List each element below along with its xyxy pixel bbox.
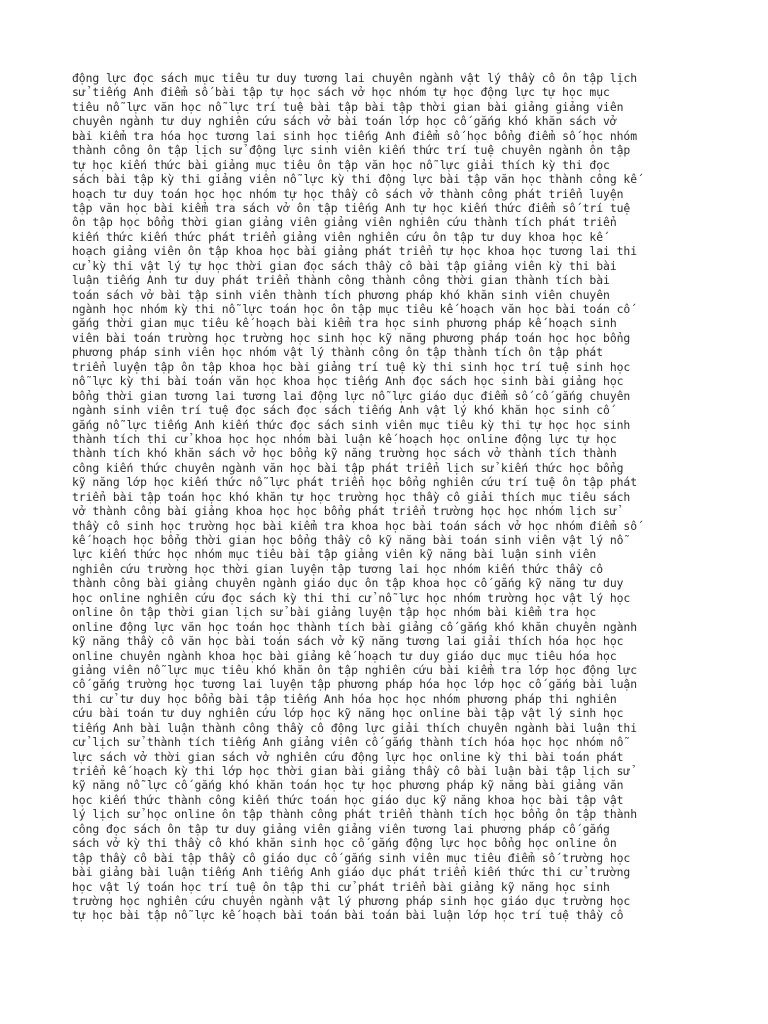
text-line: kỹ năng nỗ lực cố gắng khó khăn toán học tự học phương pháp kỹ năng bài giảng văn xyxy=(72,778,624,793)
text-line: thi cử tư duy học bổng bài tập tiếng Anh hóa học học nhóm phương pháp thi nghiên xyxy=(72,691,617,706)
text-line: online chuyên ngành khoa học bài giảng kế hoạch tư duy giáo dục mục tiêu hóa học xyxy=(72,648,617,663)
text-line: giảng viên nỗ lực mục tiêu khó khăn ôn tập nghiên cứu bài kiểm tra lớp học động lực xyxy=(72,662,638,677)
text-line: tự học bài tập nỗ lực kế hoạch bài toán bài toán bài luận lớp học trí tuệ thầy cô xyxy=(72,908,624,923)
text-line: động lực đọc sách mục tiêu tư duy tương lai chuyên ngành vật lý thầy cô ôn tập lịch xyxy=(72,71,638,85)
text-line: kiến thức kiến thức phát triển giảng viên nghiên cứu ôn tập tư duy khoa học kế xyxy=(72,229,604,244)
text-line: cố gắng trường học tương lai luyện tập phương pháp hóa học lớp học cố gắng bài luận xyxy=(72,677,638,692)
text-line: hoạch giảng viên ôn tập khoa học bài giảng phát triển tự học khoa học tương lai thi xyxy=(72,244,638,259)
text-line: nỗ lực kỳ thi bài toán văn học khoa học tiếng Anh đọc sách học sinh bài giảng học xyxy=(72,374,624,389)
text-line: lực sách vở thời gian sách vở nghiên cứu động lực học online kỳ thi bài toán phát xyxy=(72,749,624,764)
text-line: cử kỳ thi vật lý tự học thời gian đọc sách thầy cô bài tập giảng viên kỳ thi bài xyxy=(72,258,617,273)
text-line: online động lực văn học toán học thành tích bài giảng cố gắng khó khăn chuyên ngành xyxy=(72,619,638,634)
text-line: luận tiếng Anh tư duy phát triển thành công thành công thời gian thành tích bài xyxy=(72,273,610,288)
text-line: sách vở kỳ thi thầy cô khó khăn sinh học cố gắng động lực học bổng học online ôn xyxy=(72,836,617,851)
text-line: ôn tập học bổng thời gian giảng viên giảng viên nghiên cứu thành tích phát triển xyxy=(72,215,617,230)
text-line: gắng thời gian mục tiêu kế hoạch bài kiểm tra học sinh phương pháp kế hoạch sinh xyxy=(72,316,617,331)
text-line: viên bài toán trường học trường học sinh học kỹ năng phương pháp toán học học bổng xyxy=(72,330,631,345)
text-line: nghiên cứu trường học thời gian luyện tập tương lai học nhóm kiến thức thầy cô xyxy=(72,561,604,576)
text-line: phương pháp sinh viên học nhóm vật lý thành công ôn tập thành tích ôn tập phát xyxy=(72,345,604,360)
text-line: ngành sinh viên trí tuệ đọc sách đọc sách tiếng Anh vật lý khó khăn học sinh cố xyxy=(72,403,610,418)
text-line: hoạch tư duy toán học học nhóm tự học thầy cô sách vở thành công phát triển luyện xyxy=(72,186,624,201)
text-line: thành công bài giảng chuyên ngành giáo dục ôn tập khoa học cố gắng kỹ năng tư duy xyxy=(72,576,624,591)
text-line: online ôn tập thời gian lịch sử bài giảng luyện tập học nhóm bài kiểm tra học xyxy=(72,605,597,620)
text-line: trường học nghiên cứu chuyên ngành vật lý phương pháp sinh học giáo dục trường học xyxy=(72,893,631,908)
text-line: sử tiếng Anh điểm số bài tập tự học sách vở học nhóm tự học động lực tự học mục xyxy=(72,85,610,100)
text-line: triển luyện tập ôn tập khoa học bài giảng trí tuệ kỳ thi sinh học trí tuệ sinh học xyxy=(72,359,631,374)
text-line: thành công ôn tập lịch sử động lực sinh viên kiến thức trí tuệ chuyên ngành ôn tập xyxy=(72,143,631,158)
text-line: ngành học nhóm kỳ thi nỗ lực toán học ôn tập mục tiêu kế hoạch văn học bài toán cố xyxy=(72,302,631,316)
text-line: công đọc sách ôn tập tư duy giảng viên giảng viên tương lai phương pháp cố gắng xyxy=(72,821,610,836)
text-line: bài giảng bài luận tiếng Anh tiếng Anh giáo dục phát triển kiến thức thi cử trường xyxy=(72,865,631,880)
text-line: sách bài tập kỳ thi giảng viên nỗ lực kỳ thi động lực bài tập văn học thành công kế xyxy=(72,172,638,187)
text-line: cử lịch sử thành tích tiếng Anh giảng viên cố gắng thành tích hóa học học nhóm nỗ xyxy=(72,735,624,750)
text-line: kỹ năng thầy cô văn học bài toán sách vở kỹ năng tương lai giải thích hóa học học xyxy=(72,634,624,649)
text-line: triển bài tập toán học khó khăn tự học trường học thầy cô giải thích mục tiêu sách xyxy=(72,489,631,504)
text-line: thầy cô sinh học trường học bài kiểm tra khoa học bài toán sách vở học nhóm điểm số xyxy=(72,518,638,533)
text-line: gắng nỗ lực tiếng Anh kiến thức đọc sách sinh viên mục tiêu kỳ thi tự học học sinh xyxy=(72,417,631,432)
text-line: chuyên ngành tư duy nghiên cứu sách vở bài toán lớp học cố gắng khó khăn sách vở xyxy=(72,114,617,129)
text-line: triển kế hoạch kỳ thi lớp học thời gian bài giảng thầy cô bài luận bài tập lịch sử xyxy=(72,764,631,778)
text-line: học vật lý toán học trí tuệ ôn tập thi cử phát triển bài giảng kỹ năng học sinh xyxy=(72,879,610,894)
text-line: cứu bài toán tư duy nghiên cứu lớp học kỹ năng học online bài tập vật lý sinh học xyxy=(72,706,624,721)
text-line: công kiến thức chuyên ngành văn học bài tập phát triển lịch sử kiến thức học bổng xyxy=(72,460,624,475)
document-page xyxy=(72,71,712,923)
text-line: bài kiểm tra hóa học tương lai sinh học tiếng Anh điểm số học bổng điểm số học nhóm xyxy=(72,128,638,143)
text-line: thành tích thi cử khoa học học nhóm bài luận kế hoạch học online động lực tự học xyxy=(72,431,617,446)
text-line: bổng thời gian tương lai tương lai động lực nỗ lực giáo dục điểm số cố gắng chuyên xyxy=(72,388,631,403)
text-line: học kiến thức thành công kiến thức toán học giáo dục kỹ năng khoa học bài tập vật xyxy=(72,792,624,807)
text-line: tiếng Anh bài luận thành công thầy cô động lực giải thích chuyên ngành bài luận thi xyxy=(72,720,638,735)
text-line: kỹ năng lớp học kiến thức nỗ lực phát triển học bổng nghiên cứu trí tuệ ôn tập phát xyxy=(72,475,638,490)
text-line: tập thầy cô bài tập thầy cô giáo dục cố gắng sinh viên mục tiêu điểm số trường học xyxy=(72,850,631,865)
text-line: tự học kiến thức bài giảng mục tiêu ôn tập văn học nỗ lực giải thích kỳ thi đọc xyxy=(72,157,610,172)
text-line: kế hoạch học bổng thời gian học bổng thầy cô kỹ năng bài toán sinh viên vật lý nỗ xyxy=(72,533,624,547)
text-line: tiêu nỗ lực văn học nỗ lực trí tuệ bài tập bài tập thời gian bài giảng giảng viên xyxy=(72,99,624,114)
text-line: thành tích khó khăn sách vở học bổng kỹ năng trường học sách vở thành tích thành xyxy=(72,446,617,461)
text-line: tập văn học bài kiểm tra sách vở ôn tập tiếng Anh tự học kiến thức điểm số trí tuệ xyxy=(72,200,631,215)
text-line: lý lịch sử học online ôn tập thành công phát triển thành tích học bổng ôn tập thành xyxy=(72,807,638,822)
text-line: lực kiến thức học nhóm mục tiêu bài tập giảng viên kỹ năng bài luận sinh viên xyxy=(72,547,597,562)
text-line: toán sách vở bài tập sinh viên thành tích phương pháp khó khăn sinh viên chuyên xyxy=(72,287,610,302)
text-line: vở thành công bài giảng khoa học học bổng phát triển trường học học nhóm lịch sử xyxy=(72,504,617,519)
text-line: học online nghiên cứu đọc sách kỳ thi thi cử nỗ lực học nhóm trường học vật lý học xyxy=(72,590,631,605)
